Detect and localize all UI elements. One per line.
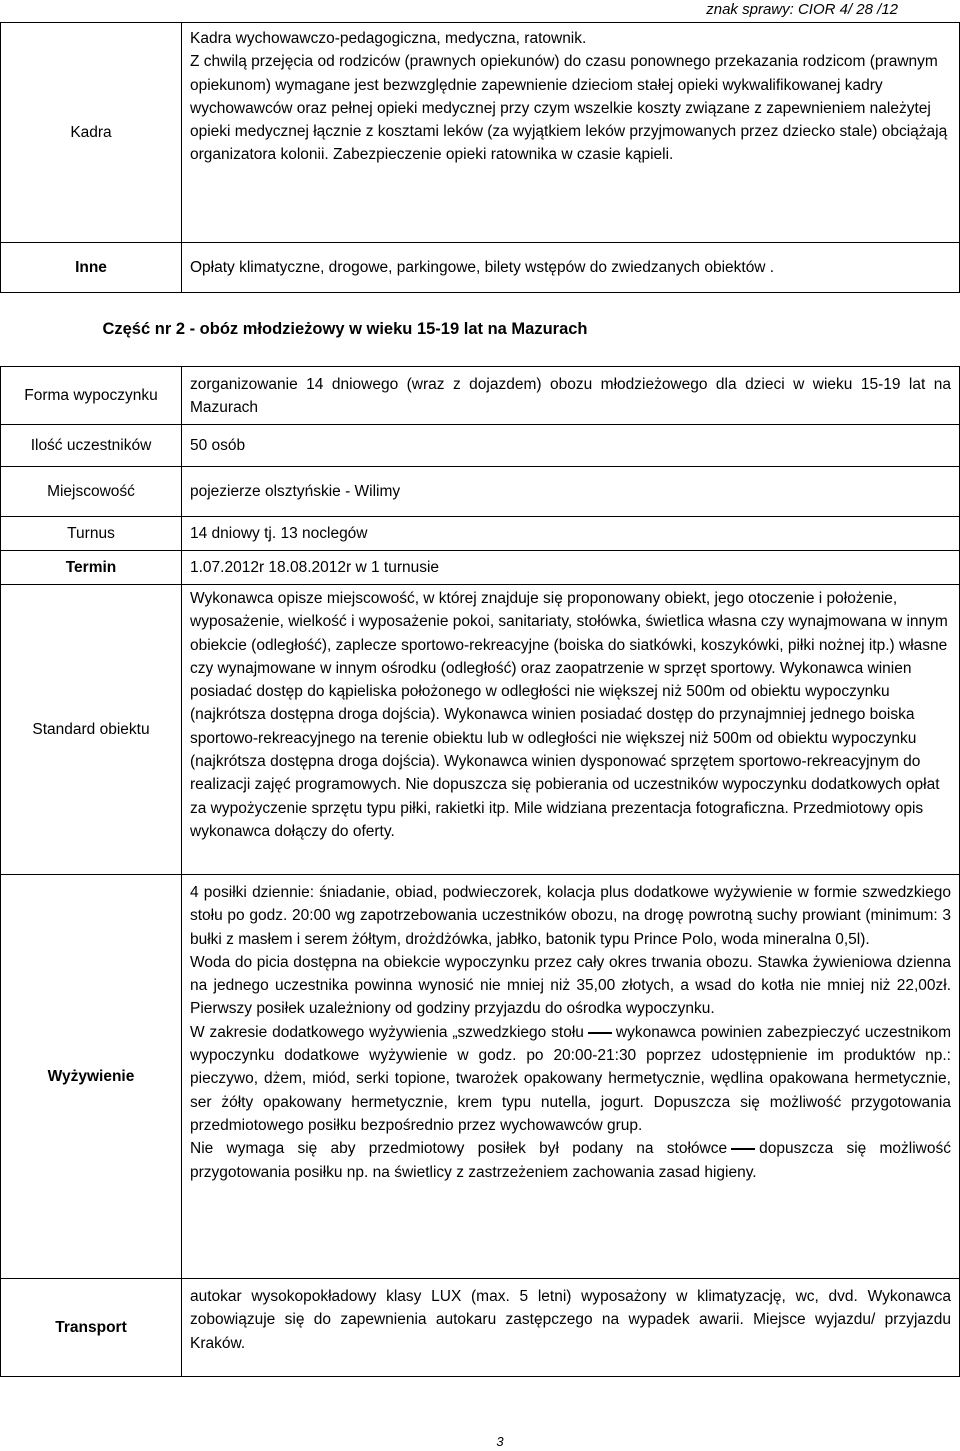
wyzywienie-label: Wyżywienie: [1, 875, 182, 1279]
wyzywienie-p3-end: wykonawca powinien zabezpieczyć uczestnikom wypoczynku dodatkowe wyżywienie w godz. po 20:00-21:30 poprzez udostępnienie im produktów np.: pieczywo, dżem, miód, serki topione, twarożek opakowany hermetycznie, wędlina opakowana hermetycznie, ser żółty opakowany hermetycznie, krem typu nutella, jogurt. Dopuszcza się możliwość przygotowania przedmiotowego posiłku bezpośrednio przez wychowawców grup.: [190, 1023, 951, 1134]
wyzywienie-p3-start: W zakresie dodatkowego wyżywienia „szwedzkiego stołu: [190, 1023, 584, 1041]
page-number: 3: [496, 1434, 504, 1449]
wyzywienie-paragraph-2: Woda do picia dostępna na obiekcie wypoczynku przez cały okres trwania obozu. Stawka żywieniowa dzienna na jednego uczestnika powinna wynosić nie mniej niż 35,00 złotych, a wsad do kotła nie mniej niż 22,00zł. Pierwszy posiłek uzależniony od godziny przyjazdu do ośrodka wypoczynku.: [190, 953, 951, 1018]
forma-text: zorganizowanie 14 dniowego (wraz z dojazdem) obozu młodzieżowego dla dzieci w wieku 15-19 lat na Mazurach: [182, 367, 960, 425]
kadra-label: Kadra: [1, 23, 182, 243]
wyzywienie-text: [182, 875, 960, 1279]
standard-text: Wykonawca opisze miejscowość, w której znajduje się proponowany obiekt, jego otoczenie i położenie, wyposażenie, wielkość i wyposażenie pokoi, sanitariaty, stołówka, świetlica własna czy wynajmowana w innym obiekcie (odległość), zaplecze sportowo-rekreacyjne (boiska do siatkówki, koszykówki, piłki nożnej itp.) własne czy wynajmowane w innym ośrodku (odległość) oraz zaopatrzenie w sprzęt sportowy. Wykonawca winien posiadać dostęp do kąpieliska położonego w odległości nie większej niż 500m od obiektu wypoczynku (najkrótsza dostępna droga dojścia). Wykonawca winien posiadać dostęp do przynajmniej jednego boiska sportowo-rekreacyjnego na terenie obiektu lub w odległości nie większej niż 500m od obiektu wypoczynku (najkrótsza dostępna droga dojścia). Wykonawca winien dysponować sprzętem sportowo-rekreacyjnym do realizacji zajęć programowych. Nie dopuszcza się pobierania od uczestników wypoczynku dodatkowych opłat za wypożyczenie sprzętu typu piłki, rakietki itp. Mile widziana prezentacja fotograficzna. Przedmiotowy opis wykonawca dołączy do oferty.: [182, 585, 960, 875]
case-reference: znak sprawy: CIOR 4/ 28 /12: [706, 1, 898, 18]
inne-label: Inne: [1, 243, 182, 293]
transport-label: Transport: [1, 1279, 182, 1377]
camp-details-table: [0, 366, 960, 1377]
ilosc-text: 50 osób: [182, 425, 960, 467]
staff-table: [0, 22, 960, 293]
termin-text: 1.07.2012r 18.08.2012r w 1 turnusie: [182, 551, 960, 585]
termin-label: Termin: [1, 551, 182, 585]
section-title: Część nr 2 - obóz młodzieżowy w wieku 15-19 lat na Mazurach: [102, 320, 588, 338]
turnus-text: 14 dniowy tj. 13 noclegów: [182, 517, 960, 551]
miejscowosc-text: pojezierze olsztyńskie - Wilimy: [182, 467, 960, 517]
wyzywienie-paragraph-1: 4 posiłki dziennie: śniadanie, obiad, podwieczorek, kolacja plus dodatkowe wyżywienie w formie szwedzkiego stołu po godz. 20:00 wg zapotrzebowania uczestników obozu, na drogę powrotną suchy prowiant (minimum: 3 bułki z masłem i serem żółtym, drożdżówka, jabłko, batonik typu Prince Polo, woda mineralna 0,5l).: [190, 884, 951, 948]
wyzywienie-paragraph-3: [190, 1021, 951, 1137]
inne-text: Opłaty klimatyczne, drogowe, parkingowe, bilety wstępów do zwiedzanych obiektów .: [182, 243, 960, 293]
transport-text: autokar wysokopokładowy klasy LUX (max. 5 letni) wyposażony w klimatyzację, wc, dvd. Wykonawca zobowiązuje się do zapewnienia autokaru zastępczego na wypadek awarii. Miejsce wyjazdu/ przyjazdu Kraków.: [182, 1279, 960, 1377]
dash-mark: [731, 1148, 755, 1150]
miejscowosc-label: Miejscowość: [1, 467, 182, 517]
turnus-label: Turnus: [1, 517, 182, 551]
wyzywienie-p4-end: dopuszcza się możliwość przygotowania posiłku np. na świetlicy z zastrzeżeniem zachowania zasad higieny.: [190, 1140, 951, 1181]
forma-label: Forma wypoczynku: [1, 367, 182, 425]
standard-label: Standard obiektu: [1, 585, 182, 875]
wyzywienie-p4-start: Nie wymaga się aby przedmiotowy posiłek był podany na stołówce: [190, 1140, 728, 1158]
kadra-text: Kadra wychowawczo-pedagogiczna, medyczna, ratownik. Z chwilą przejęcia od rodziców (prawnych opiekunów) do czasu ponownego przekazania rodzicom (prawnym opiekunom) wymagane jest bezwzględnie zapewnienie dzieciom stałej opieki wykwalifikowanej kadry wychowawców oraz pełnej opieki medycznej przy czym wszelkie koszty związane z zapewnieniem należytej opieki medycznej łącznie z kosztami leków (za wyjątkiem leków przyjmowanych przez dziecko stale) obciążają organizatora kolonii. Zabezpieczenie opieki ratownika w czasie kąpieli.: [182, 23, 960, 243]
dash-mark: [588, 1032, 612, 1034]
wyzywienie-paragraph-4: [190, 1137, 951, 1184]
ilosc-label: Ilość uczestników: [1, 425, 182, 467]
